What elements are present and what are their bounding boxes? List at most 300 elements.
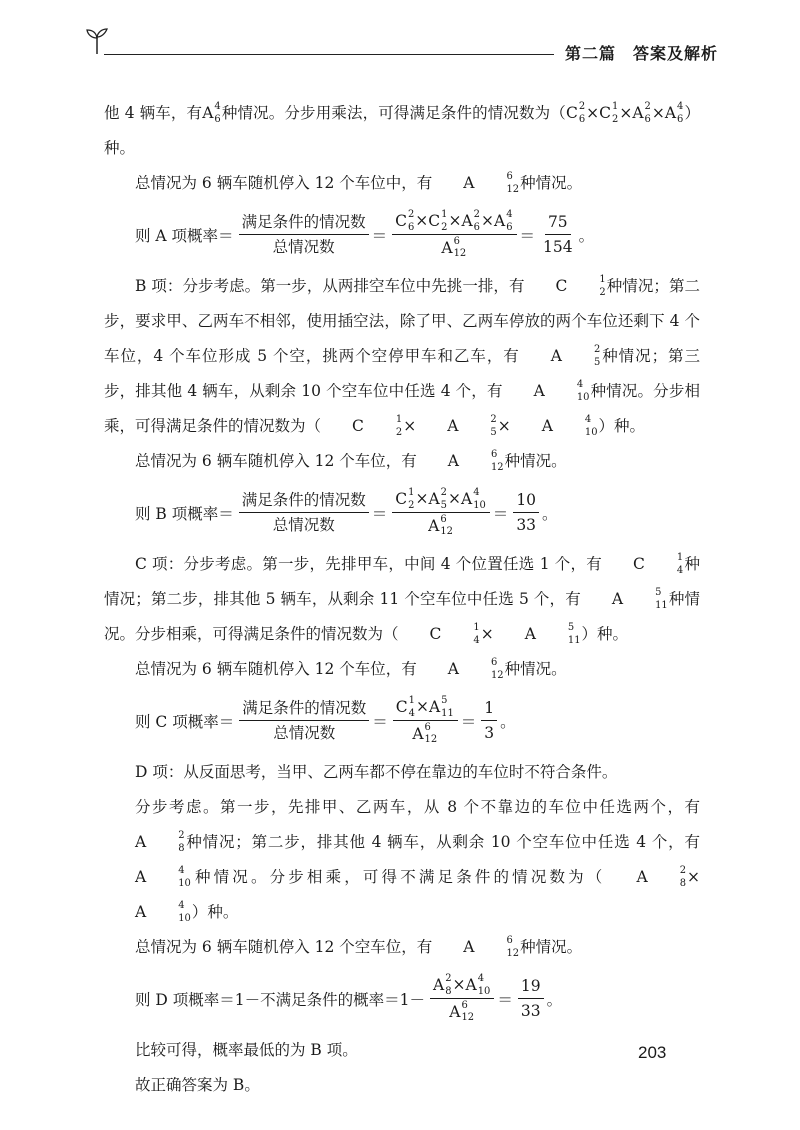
symbol-letter: C (555, 277, 568, 295)
sup-sub (677, 103, 683, 124)
superscript: 1 (408, 487, 415, 499)
subscript: 12 (461, 1012, 475, 1024)
text-run: × (448, 211, 462, 230)
text-run: 则 B 项概率＝ (135, 505, 234, 523)
sup-sub (365, 416, 402, 437)
symbol-letter: A (541, 417, 553, 435)
math-symbol (494, 211, 514, 232)
sup-sub (408, 489, 414, 510)
math-symbol (449, 1002, 475, 1023)
text-run: × (687, 868, 700, 886)
text-run: 1 (484, 698, 495, 717)
fraction (518, 977, 544, 1022)
symbol-letter: A (135, 833, 147, 851)
superscript: 6 (461, 1000, 468, 1011)
subscript: 8 (679, 877, 686, 889)
text-run: 种情况。 (520, 938, 583, 956)
fraction (540, 213, 576, 258)
fraction (430, 975, 494, 1023)
symbol-letter: C (352, 417, 364, 435)
text-run: 则 A 项概率＝ (135, 227, 234, 245)
math-symbol (581, 582, 669, 617)
math-symbol (441, 238, 467, 259)
superscript: 2 (407, 209, 415, 221)
text-run: 总情况为 6 辆车随机停入 12 个车位，有 (135, 660, 417, 678)
sprout-icon (86, 26, 108, 56)
text-run: ＝ (492, 505, 509, 523)
superscript: 6 (424, 722, 431, 733)
text-run: 33 (520, 1002, 541, 1020)
superscript: 4 (506, 209, 513, 221)
text-run: 。 (542, 505, 558, 523)
paragraph (104, 1033, 700, 1068)
superscript: 5 (567, 622, 575, 634)
subscript: 10 (477, 985, 491, 997)
math-symbol (104, 825, 186, 860)
math-symbol (417, 652, 505, 687)
math-symbol (416, 409, 498, 444)
symbol-letter: A (135, 868, 147, 886)
text-run: × (403, 417, 417, 435)
sup-sub (147, 832, 184, 853)
superscript: 4 (473, 487, 480, 499)
text-run: ＝ (372, 713, 388, 731)
paragraph (104, 166, 700, 201)
sup-sub (214, 103, 220, 124)
superscript: 4 (214, 101, 221, 113)
subscript: 6 (644, 113, 651, 125)
numerator (239, 491, 369, 513)
subscript: 10 (584, 426, 598, 438)
math-symbol (566, 96, 586, 131)
text-run: 3 (484, 724, 495, 742)
symbol-letter: A (632, 104, 644, 122)
numerator (518, 977, 544, 999)
formula-line (104, 687, 700, 755)
text-run: 则 C 项概率＝ (135, 713, 235, 731)
subscript: 5 (490, 426, 497, 438)
sup-sub (147, 867, 191, 888)
symbol-letter: A (447, 417, 459, 435)
math-symbol (599, 96, 619, 131)
superscript: 4 (677, 101, 684, 113)
math-symbol (466, 975, 492, 996)
subscript: 12 (506, 947, 520, 959)
sup-sub (147, 902, 191, 923)
sup-sub (460, 659, 504, 680)
denominator (540, 235, 576, 257)
text-run: ＝ (371, 227, 388, 245)
symbol-letter: A (550, 347, 562, 365)
header-rule (104, 54, 554, 55)
sup-sub (476, 173, 520, 194)
formula-line (104, 479, 700, 547)
fraction (393, 697, 458, 745)
text-run: 种情况。 (504, 452, 567, 470)
subscript: 12 (491, 461, 504, 473)
text-run: × (415, 697, 429, 716)
sup-sub (612, 103, 618, 124)
text-run: × (480, 211, 494, 230)
subscript: 12 (506, 183, 520, 195)
sup-sub (454, 238, 467, 259)
math-symbol (396, 697, 416, 718)
subscript: 11 (655, 599, 668, 611)
superscript: 2 (593, 344, 601, 356)
superscript: 2 (578, 101, 586, 113)
text-run: × (447, 489, 461, 508)
symbol-letter: A (465, 975, 477, 994)
math-symbol (503, 374, 591, 409)
denominator (481, 721, 497, 743)
sup-sub (506, 211, 512, 232)
text-run: 种情况。分步相乘，可得满足条件的情况数为（ (104, 590, 700, 643)
subscript: 6 (506, 221, 513, 233)
text-run: 满足条件的情况数 (241, 212, 366, 231)
fraction (239, 699, 369, 744)
fraction (239, 491, 369, 536)
subscript: 6 (214, 113, 221, 125)
denominator (270, 721, 338, 743)
denominator (438, 235, 470, 259)
sup-sub (425, 724, 438, 745)
text-run: 种情况；第二步，排其他 5 辆车，从剩余 11 个空车位中任选 5 个，有 (104, 555, 700, 608)
math-symbol (461, 211, 481, 232)
math-symbol (429, 697, 455, 718)
text-run: 10 (516, 490, 537, 509)
text-run: 种情况。分步相乘，可得不满足条件的情况数为（ (191, 868, 606, 886)
subscript: 2 (599, 286, 606, 298)
math-symbol (520, 339, 602, 374)
sup-sub (646, 554, 683, 575)
superscript: 6 (440, 514, 447, 525)
sup-sub (563, 346, 600, 367)
text-run: 总情况数 (272, 238, 335, 256)
formula-line (104, 201, 700, 269)
text-run: C 项：分步考虑。第一步，先排甲车，中间 4 个位置任选 1 个，有 (135, 555, 603, 573)
paragraph (104, 790, 700, 930)
text-run: × (651, 104, 665, 122)
text-run: ）种。 (104, 104, 700, 157)
superscript: 1 (676, 552, 684, 564)
symbol-letter: A (441, 238, 453, 257)
subscript: 10 (576, 391, 590, 403)
sup-sub (624, 589, 668, 610)
symbol-letter: C (565, 104, 578, 122)
subscript: 6 (473, 221, 480, 233)
sup-sub (441, 489, 447, 510)
symbol-letter: A (463, 174, 475, 192)
superscript: 2 (445, 973, 452, 985)
math-symbol (494, 617, 582, 652)
text-run: 33 (516, 516, 537, 534)
sup-sub (554, 416, 598, 437)
text-run: 总情况为 6 辆车随机停入 12 个空车位，有 (135, 938, 433, 956)
text-run: 种情况；第三步，排其他 4 辆车，从剩余 10 个空车位中任选 4 个，有 (104, 347, 700, 400)
text-run: 75 (547, 212, 568, 231)
superscript: 1 (408, 695, 415, 707)
sup-sub (408, 211, 414, 232)
text-run: × (497, 417, 511, 435)
text-run: 。 (578, 227, 595, 245)
denominator (518, 999, 544, 1021)
symbol-letter: A (524, 625, 536, 643)
math-symbol (399, 617, 481, 652)
text-run: 总情况数 (273, 724, 336, 742)
fraction (481, 699, 497, 744)
math-symbol (428, 211, 448, 232)
paragraph (104, 269, 700, 444)
paragraph (104, 652, 700, 687)
superscript: 1 (441, 209, 448, 221)
subscript: 4 (408, 707, 415, 719)
text-run: 故正确答案为 B。 (135, 1076, 260, 1094)
superscript: 2 (440, 487, 447, 499)
superscript: 5 (441, 695, 448, 707)
superscript: 2 (490, 414, 497, 426)
symbol-letter: A (433, 975, 445, 994)
symbol-letter: C (428, 211, 441, 230)
sup-sub (537, 624, 581, 645)
math-symbol (395, 211, 415, 232)
sup-sub (473, 489, 486, 510)
sup-sub (440, 516, 453, 537)
superscript: 2 (644, 101, 651, 113)
math-symbol (412, 724, 438, 745)
sup-sub (478, 975, 491, 996)
page-header (0, 0, 800, 90)
text-run: 满足条件的情况数 (242, 698, 367, 717)
paragraph (104, 547, 700, 652)
subscript: 12 (491, 669, 504, 681)
paragraph (104, 755, 700, 790)
text-run: 比较可得，概率最低的为 B 项。 (135, 1041, 358, 1059)
symbol-letter: A (611, 590, 624, 608)
text-run: 种情况。分步用乘法，可得满足条件的情况数为（ (221, 104, 566, 122)
symbol-letter: C (429, 625, 442, 643)
paragraph (104, 444, 700, 479)
math-symbol (605, 860, 687, 895)
symbol-letter: A (447, 660, 459, 678)
math-symbol (432, 166, 520, 201)
sup-sub (476, 937, 520, 958)
superscript: 4 (178, 900, 185, 912)
numerator (392, 489, 490, 513)
subscript: 10 (178, 877, 191, 889)
text-run: 他 4 辆车，有 (104, 104, 203, 122)
symbol-letter: A (428, 697, 441, 716)
math-symbol (428, 516, 454, 537)
text-run: 总情况为 6 辆车随机停入 12 个车位，有 (135, 452, 417, 470)
denominator (513, 513, 539, 535)
subscript: 6 (578, 113, 586, 125)
math-symbol (428, 489, 448, 510)
subscript: 2 (408, 499, 415, 511)
denominator (270, 513, 338, 535)
symbol-letter: A (461, 211, 473, 230)
superscript: 4 (178, 865, 185, 877)
fraction (513, 491, 539, 536)
sup-sub (442, 624, 479, 645)
sup-sub (445, 975, 451, 996)
text-run: 19 (520, 976, 541, 995)
subscript: 6 (677, 113, 684, 125)
math-symbol (602, 547, 684, 582)
answer-explanation-body (104, 96, 700, 1103)
sup-sub (579, 103, 585, 124)
paragraph (104, 1068, 700, 1103)
symbol-letter: C (633, 555, 645, 573)
sup-sub (568, 276, 605, 297)
text-run: 则 D 项概率＝1－不满足条件的概率＝1－ (135, 991, 426, 1009)
formula-line (104, 965, 700, 1033)
symbol-letter: C (395, 211, 407, 230)
text-run: ）种。 (581, 625, 629, 643)
text-run: ＝ (371, 505, 388, 523)
text-run: 。 (546, 991, 563, 1009)
superscript: 1 (599, 274, 606, 286)
numerator (393, 697, 458, 721)
text-run: 种情况。分步相乘，可得满足条件的情况数为（ (104, 382, 700, 435)
superscript: 6 (506, 935, 513, 947)
symbol-letter: A (202, 104, 214, 122)
numerator (545, 213, 571, 235)
subscript: 6 (407, 221, 415, 233)
text-run: × (415, 489, 429, 508)
denominator (425, 513, 457, 537)
subscript: 11 (567, 634, 581, 646)
text-run: 种情况；第二步，排其他 4 辆车，从剩余 10 个空车位中任选 4 个，有 (185, 833, 700, 851)
sup-sub (649, 867, 686, 888)
text-run: ）种。 (598, 417, 646, 435)
symbol-letter: A (636, 868, 648, 886)
subscript: 11 (441, 707, 454, 719)
sup-sub (441, 697, 454, 718)
text-run: B 项：分步考虑。第一步，从两排空车位中先挑一排，有 (135, 277, 525, 295)
subscript: 10 (473, 499, 486, 511)
denominator (446, 999, 478, 1023)
numerator (513, 491, 539, 513)
sup-sub (645, 103, 651, 124)
text-run: 154 (543, 238, 573, 256)
symbol-letter: C (599, 104, 611, 122)
math-symbol (433, 975, 453, 996)
subscript: 8 (178, 842, 185, 854)
symbol-letter: A (135, 903, 147, 921)
symbol-letter: A (664, 104, 677, 122)
superscript: 4 (576, 379, 584, 391)
numerator (239, 699, 369, 721)
subscript: 4 (473, 634, 480, 646)
text-run: × (480, 625, 494, 643)
numerator (392, 211, 516, 235)
text-run: × (586, 104, 600, 122)
sup-sub (409, 697, 415, 718)
fraction (392, 489, 490, 537)
text-run: 种情况；第二步，要求甲、乙两车不相邻，使用插空法，除了甲、乙两车停放的两个车位还剩下 4 个车位，4 个车位形成 5 个空，挑两个空停甲车和乙车，有 (104, 277, 700, 365)
text-run: 分步考虑。第一步，先排甲、乙两车，从 8 个不靠边的车位中任选两个，有 (135, 798, 700, 816)
symbol-letter: A (428, 516, 440, 535)
superscript: 1 (395, 414, 403, 426)
sup-sub (460, 451, 504, 472)
subscript: 12 (424, 734, 438, 746)
sup-sub (546, 381, 590, 402)
math-symbol (525, 269, 607, 304)
text-run: 种情况。 (504, 660, 567, 678)
text-run: ＝ (519, 227, 536, 245)
text-run: × (619, 104, 633, 122)
text-run: ＝ (460, 713, 477, 731)
numerator (430, 975, 494, 999)
subscript: 2 (441, 221, 448, 233)
math-symbol (202, 96, 222, 131)
math-symbol (104, 895, 192, 930)
text-run: ＝ (497, 991, 513, 1009)
sup-sub (474, 211, 480, 232)
symbol-letter: A (460, 489, 473, 508)
superscript: 4 (477, 973, 485, 985)
numerator (239, 213, 369, 235)
subscript: 10 (178, 912, 191, 924)
subscript: 2 (395, 426, 403, 438)
section-title: 第二篇 答案及解析 (565, 44, 719, 63)
sup-sub (459, 416, 496, 437)
math-symbol (417, 444, 505, 479)
superscript: 6 (506, 171, 513, 183)
symbol-letter: A (447, 452, 459, 470)
symbol-letter: A (428, 489, 440, 508)
superscript: 4 (584, 414, 592, 426)
math-symbol (461, 489, 487, 510)
subscript: 4 (676, 564, 684, 576)
sup-sub (441, 211, 447, 232)
symbol-letter: A (533, 382, 545, 400)
subscript: 12 (440, 526, 453, 538)
superscript: 5 (655, 587, 662, 599)
math-symbol (665, 96, 685, 131)
text-run: ）种。 (191, 903, 239, 921)
text-run: 。 (500, 713, 516, 731)
text-run: × (415, 211, 429, 230)
text-run: 满足条件的情况数 (241, 490, 366, 509)
math-symbol (511, 409, 599, 444)
subscript: 5 (593, 356, 601, 368)
math-symbol (632, 96, 652, 131)
subscript: 12 (453, 248, 467, 260)
subscript: 5 (440, 499, 447, 511)
superscript: 2 (473, 209, 480, 221)
superscript: 1 (473, 622, 480, 634)
math-symbol (104, 860, 192, 895)
page-number: 203 (638, 1043, 667, 1062)
superscript: 2 (679, 865, 686, 877)
fraction (239, 213, 369, 258)
numerator (481, 699, 497, 721)
symbol-letter: A (493, 211, 506, 230)
text-run: 种情况。 (520, 174, 583, 192)
math-symbol (395, 489, 415, 510)
superscript: 6 (453, 236, 460, 247)
denominator (270, 235, 338, 257)
fraction (392, 211, 516, 259)
text-run: 总情况数 (272, 516, 335, 534)
symbol-letter: C (395, 697, 408, 716)
subscript: 8 (445, 985, 452, 997)
superscript: 2 (178, 830, 185, 842)
math-symbol (321, 409, 403, 444)
symbol-letter: A (449, 1002, 461, 1021)
text-run: 总情况为 6 辆车随机停入 12 个车位中，有 (135, 174, 433, 192)
